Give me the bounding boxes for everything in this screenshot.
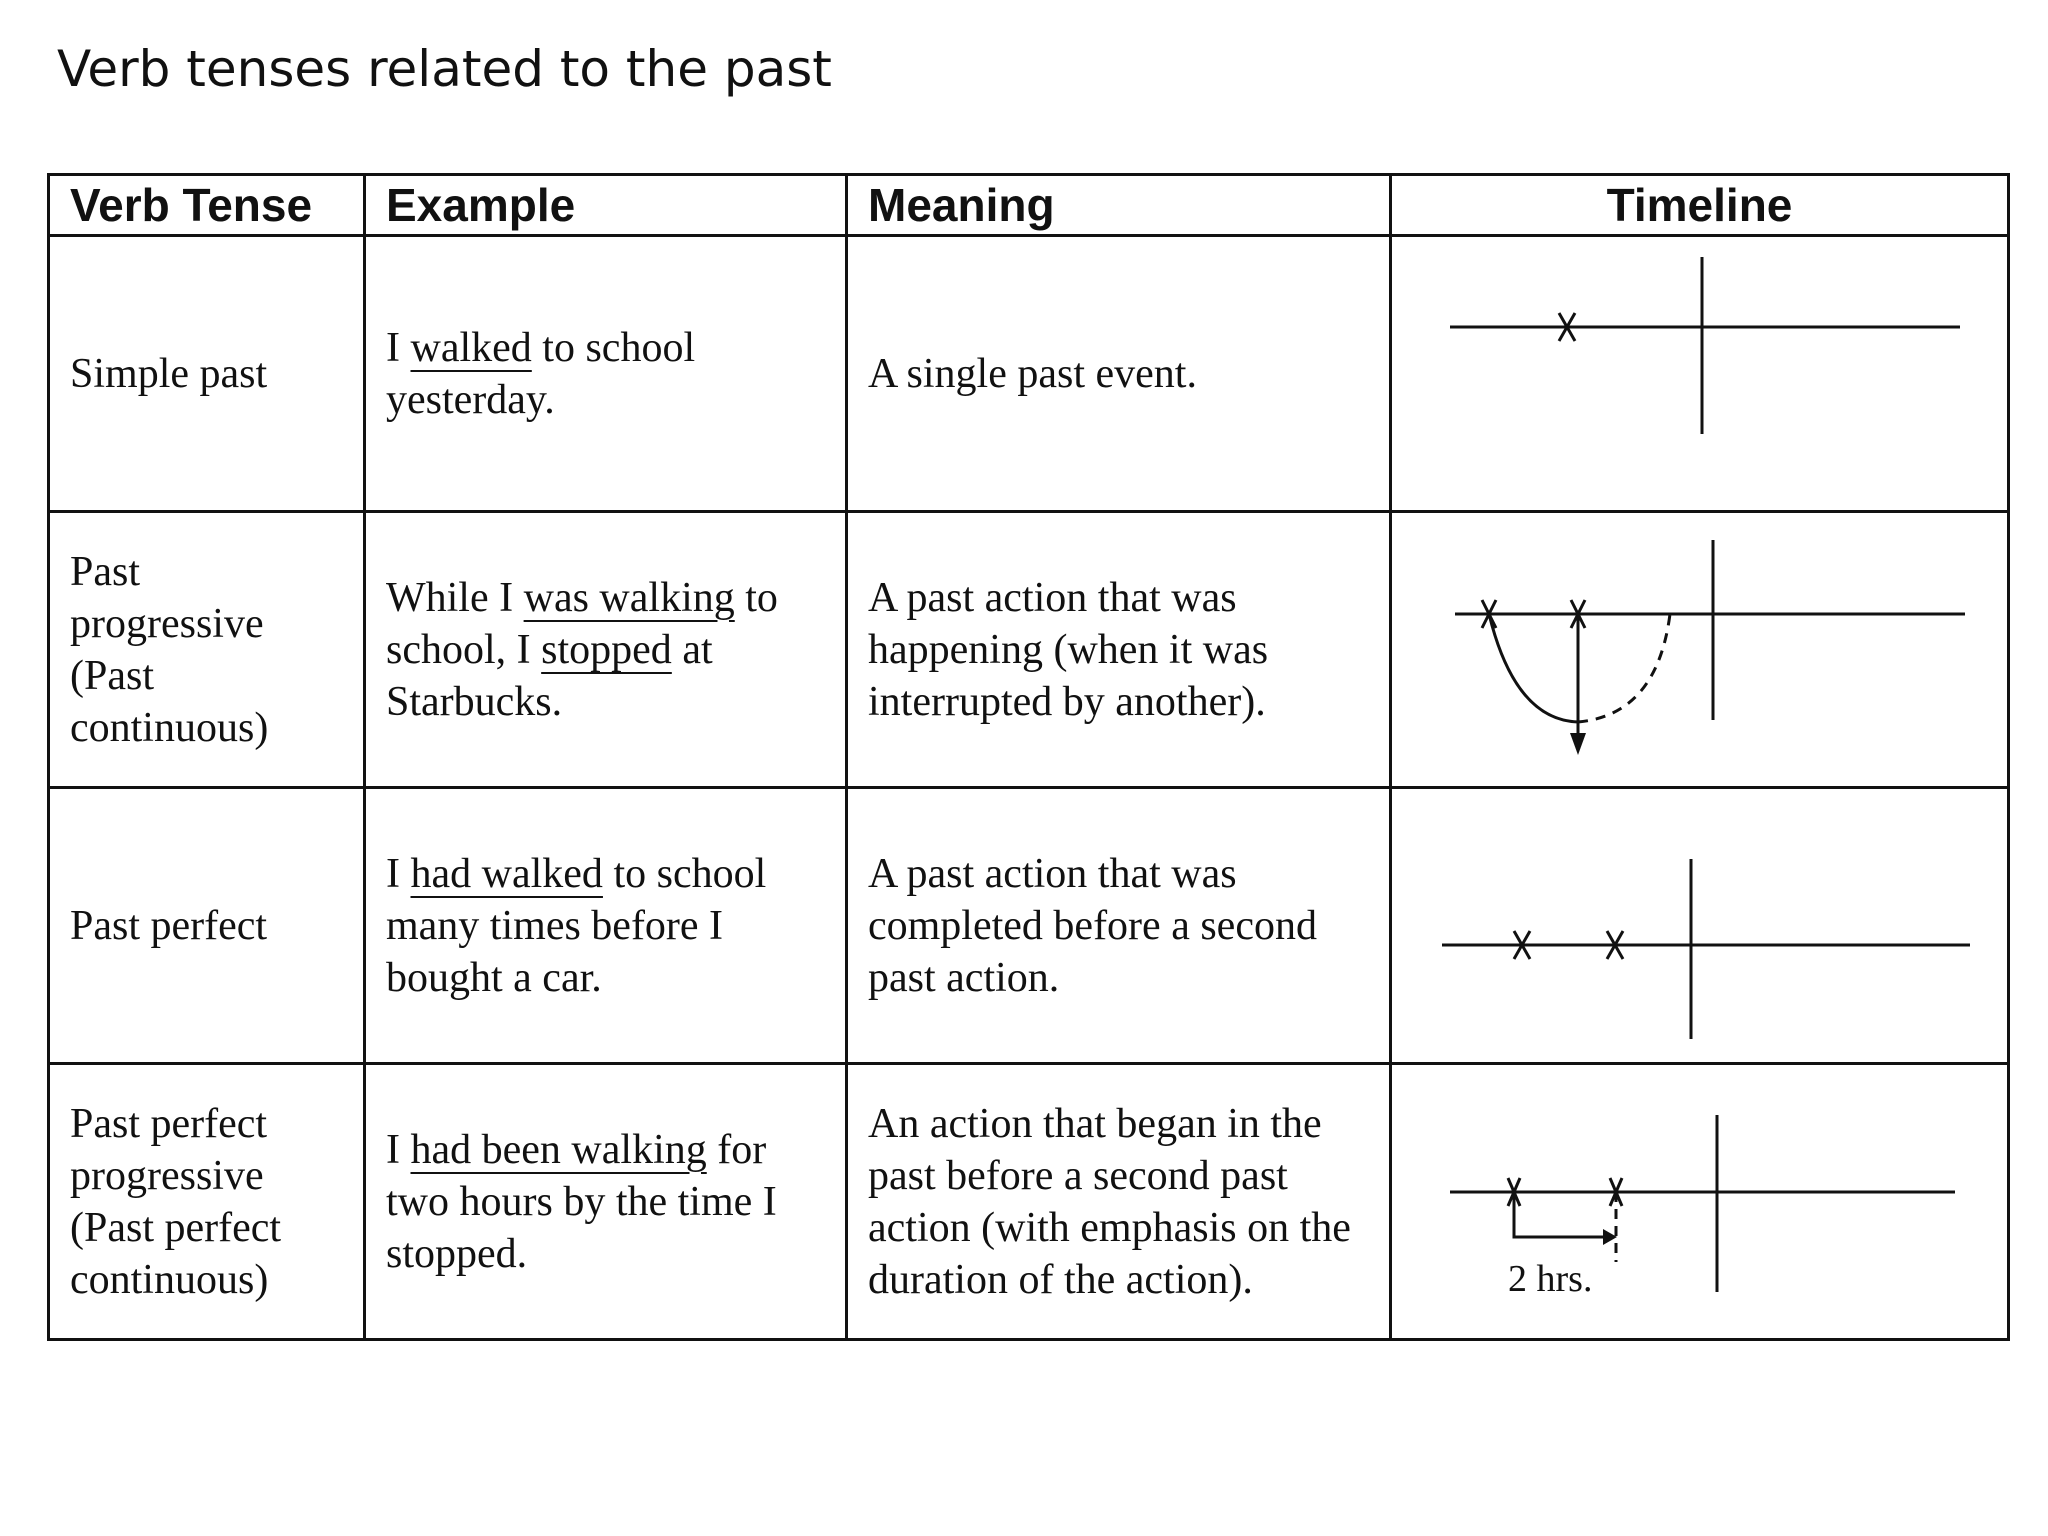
table-row: [49, 236, 2009, 512]
timeline-simple-past: [1395, 239, 2005, 509]
timeline-cell: [1391, 236, 2009, 512]
example-cell: [365, 788, 847, 1064]
tense-name-line: continuous): [70, 704, 269, 751]
meaning-cell: [847, 512, 1391, 788]
page-title: Verb tenses related to the past: [57, 40, 832, 98]
tense-cell: [49, 788, 365, 1064]
meaning-text: A past action that was happening (when it was interrupted by another).: [868, 574, 1269, 725]
timeline-cell: [1391, 512, 2009, 788]
timeline-past-progressive: [1395, 515, 2005, 785]
example-text: I had walked to school many times before I bought a car.: [386, 850, 767, 1001]
underlined-verb: walked: [410, 324, 532, 371]
tense-name-line: continuous): [70, 1256, 269, 1303]
duration-label: 2 hrs.: [1507, 1257, 1592, 1300]
example-text: While I was walking to school, I stopped at Starbucks.: [386, 574, 778, 725]
header-verb-tense: Verb Tense: [49, 175, 365, 236]
verb-tense-table: [47, 173, 2010, 1341]
meaning-cell: [847, 788, 1391, 1064]
meaning-text: A past action that was completed before a second past action.: [868, 850, 1317, 1001]
tense-cell: [49, 1064, 365, 1340]
timeline-past-perfect-progressive: [1395, 1067, 2005, 1337]
table-row: [49, 512, 2009, 788]
timeline-cell: [1391, 788, 2009, 1064]
timeline-past-perfect: [1395, 791, 2005, 1061]
table-row: [49, 788, 2009, 1064]
tense-name-line: progressive: [70, 1152, 264, 1199]
header-timeline: Timeline: [1391, 175, 2009, 236]
tense-name-line: Past perfect: [70, 1100, 268, 1147]
underlined-verb: had walked: [410, 850, 603, 897]
header-meaning: Meaning: [847, 175, 1391, 236]
underlined-verb: was walking: [523, 574, 735, 621]
arrow-down-icon: [1570, 733, 1586, 755]
underlined-verb: stopped: [541, 626, 672, 673]
example-cell: [365, 512, 847, 788]
tense-name-line: Past: [70, 548, 141, 595]
header-example: Example: [365, 175, 847, 236]
tense-name: Past perfect: [70, 902, 268, 949]
meaning-cell: [847, 1064, 1391, 1340]
meaning-cell: [847, 236, 1391, 512]
table-row: [49, 1064, 2009, 1340]
dashed-continuation-arc: [1578, 614, 1670, 722]
tense-name-line: (Past: [70, 652, 154, 699]
tense-cell: [49, 512, 365, 788]
tense-name-line: progressive: [70, 600, 264, 647]
example-cell: [365, 236, 847, 512]
meaning-text: A single past event.: [868, 350, 1197, 397]
tense-name-line: (Past perfect: [70, 1204, 282, 1251]
example-cell: [365, 1064, 847, 1340]
table-header-row: [49, 175, 2009, 236]
timeline-cell: [1391, 1064, 2009, 1340]
tense-cell: [49, 236, 365, 512]
underlined-verb: had been walking: [410, 1126, 707, 1173]
example-text: I had been walking for two hours by the time I stopped.: [386, 1126, 777, 1277]
progress-arc: [1489, 614, 1578, 722]
tense-name: Simple past: [70, 350, 268, 397]
example-text: I walked to school yesterday.: [386, 324, 696, 423]
duration-bracket: [1514, 1192, 1607, 1237]
meaning-text: An action that began in the past before a second past action (with emphasis on the duration of the action).: [868, 1100, 1351, 1303]
